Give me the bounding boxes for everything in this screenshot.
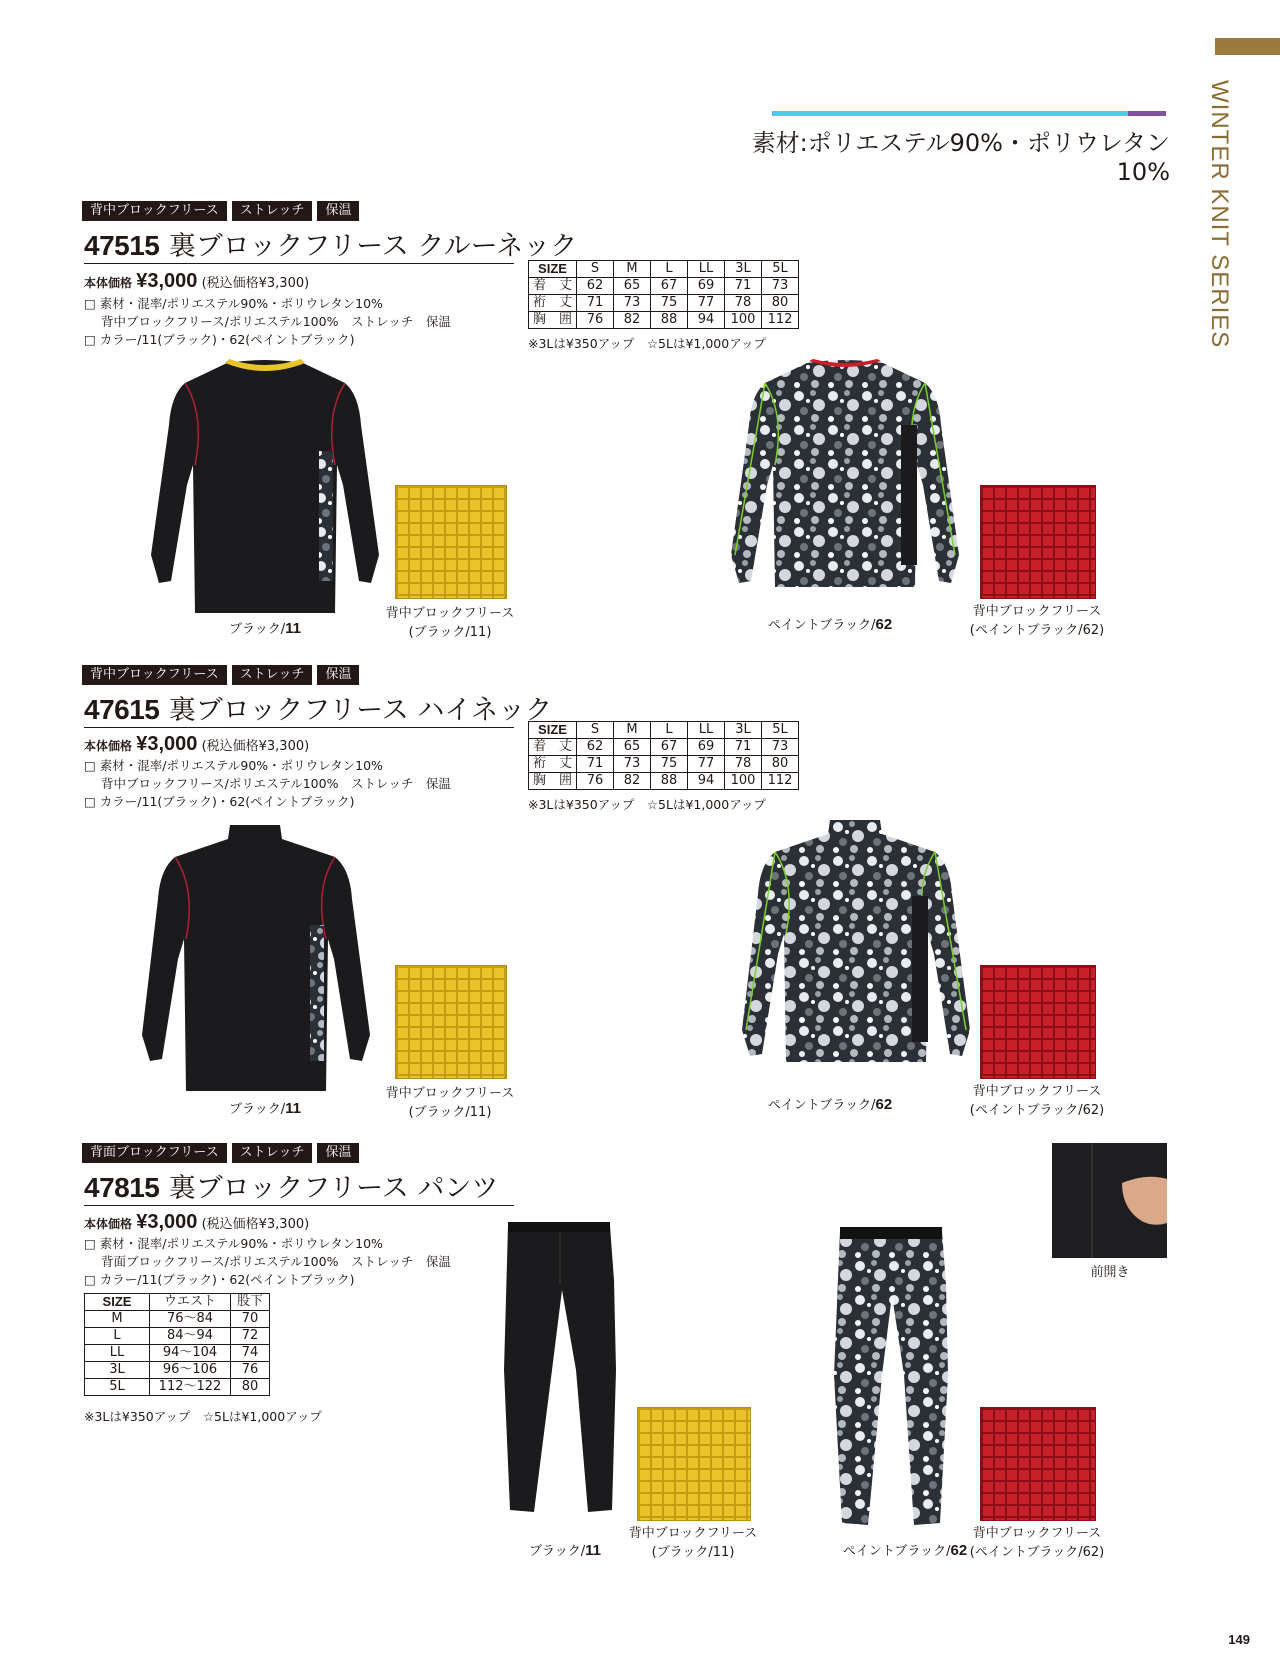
- price-tax: (税込価格¥3,300): [201, 739, 310, 754]
- size-table: [528, 260, 799, 329]
- spec-fleece: 背中ブロックフリース/ポリエステル100% ストレッチ 保温: [101, 314, 451, 329]
- pants-black-image: [490, 1220, 630, 1520]
- product-title: [84, 224, 578, 264]
- product-name: 裏ブロックフリース クルーネック: [168, 231, 578, 262]
- series-accent-bar: [1215, 38, 1280, 55]
- caption-paint: ペイントブラック/62: [767, 616, 893, 633]
- size-note: ※3Lは¥350アップ ☆5Lは¥1,000アップ: [84, 1409, 322, 1424]
- size-row: 胸 囲 76 82 88 94 100 112: [529, 312, 799, 329]
- price-label: 本体価格: [84, 1217, 133, 1231]
- size-note: ※3Lは¥350アップ ☆5Lは¥1,000アップ: [528, 797, 766, 812]
- caption-black: ブラック/11: [229, 620, 301, 637]
- tag-warm: 保温: [317, 1143, 359, 1163]
- size-row: 胸 囲 76 82 88 94 100 112: [529, 773, 799, 790]
- product-code: 47515: [84, 230, 160, 261]
- size-header-row: SIZE S M L LL 3L 5L: [529, 261, 799, 278]
- price-value: ¥3,000: [136, 1211, 198, 1233]
- caption-swatch-yellow: 背中ブロックフリース (ブラック/11): [628, 1526, 758, 1560]
- spec-material: □ 素材・混率/ポリエステル90%・ポリウレタン10%: [84, 758, 383, 773]
- caption-paint: ペイントブラック/62: [767, 1096, 893, 1113]
- caption-swatch-red: 背中ブロックフリース (ペイントブラック/62): [969, 1084, 1105, 1118]
- front-opening-detail-image: [1052, 1143, 1167, 1258]
- swatch-yellow-fleece: [395, 485, 507, 599]
- tag-warm: 保温: [317, 665, 359, 685]
- pants-paint-image: [820, 1225, 960, 1535]
- price-label: 本体価格: [84, 276, 133, 290]
- size-row: 着 丈 62 65 67 69 71 73: [529, 278, 799, 295]
- price-tax: (税込価格¥3,300): [201, 1217, 310, 1232]
- product-name: 裏ブロックフリース ハイネック: [168, 695, 553, 726]
- material-rule-purple: [1128, 111, 1166, 116]
- caption-black: ブラック/11: [529, 1542, 601, 1559]
- crewneck-black-image: [145, 355, 385, 617]
- price-tax: (税込価格¥3,300): [201, 276, 310, 291]
- tag-stretch: ストレッチ: [232, 1143, 313, 1163]
- swatch-red-fleece: [980, 1407, 1096, 1521]
- material-rule-blue: [772, 111, 1128, 116]
- price-line: [84, 733, 309, 756]
- size-header-row: SIZE S M L LL 3L 5L: [529, 722, 799, 739]
- caption-swatch-red: 背中ブロックフリース (ペイントブラック/62): [969, 604, 1105, 638]
- tag-fleece: 背面ブロックフリース: [82, 1143, 227, 1163]
- spec-material: □ 素材・混率/ポリエステル90%・ポリウレタン10%: [84, 296, 383, 311]
- caption-swatch-yellow: 背中ブロックフリース (ブラック/11): [385, 1086, 515, 1120]
- spec-fleece: 背面ブロックフリース/ポリエステル100% ストレッチ 保温: [101, 1254, 451, 1269]
- swatch-yellow-fleece: [395, 965, 507, 1079]
- spec-list: [84, 757, 451, 811]
- swatch-red-fleece: [980, 965, 1096, 1079]
- spec-color: □ カラー/11(ブラック)・62(ペイントブラック): [84, 1272, 355, 1287]
- price-value: ¥3,000: [136, 270, 198, 292]
- spec-list: [84, 295, 451, 349]
- size-note: ※3Lは¥350アップ ☆5Lは¥1,000アップ: [528, 336, 766, 351]
- swatch-red-fleece: [980, 485, 1096, 599]
- spec-fleece: 背中ブロックフリース/ポリエステル100% ストレッチ 保温: [101, 776, 451, 791]
- product-code: 47815: [84, 1172, 160, 1203]
- caption-front-opening: 前開き: [1090, 1265, 1130, 1280]
- tag-warm: 保温: [317, 201, 359, 221]
- spec-material: □ 素材・混率/ポリエステル90%・ポリウレタン10%: [84, 1236, 383, 1251]
- highneck-paint-image: [730, 820, 980, 1082]
- size-row: 3L 96〜106 76: [85, 1362, 270, 1379]
- price-line: [84, 1211, 309, 1234]
- tag-fleece: 背中ブロックフリース: [82, 201, 227, 221]
- product-tags: [82, 1143, 359, 1163]
- size-row: 裄 丈 71 73 75 77 78 80: [529, 295, 799, 312]
- series-title: WINTER KNIT SERIES: [1206, 80, 1233, 349]
- crewneck-paint-image: [725, 355, 965, 617]
- caption-paint: ペイントブラック/62: [842, 1542, 968, 1559]
- tag-stretch: ストレッチ: [232, 201, 313, 221]
- spec-list: [84, 1235, 451, 1289]
- size-header-row: SIZE ウエスト 股下: [85, 1294, 270, 1311]
- price-line: [84, 270, 309, 293]
- size-row: 裄 丈 71 73 75 77 78 80: [529, 756, 799, 773]
- size-table: [528, 721, 799, 790]
- product-tags: [82, 201, 359, 221]
- product-tags: [82, 665, 359, 685]
- product-name: 裏ブロックフリース パンツ: [168, 1173, 499, 1204]
- price-value: ¥3,000: [136, 733, 198, 755]
- page-number: 149: [1228, 1632, 1250, 1647]
- size-row: 着 丈 62 65 67 69 71 73: [529, 739, 799, 756]
- swatch-yellow-fleece: [637, 1407, 751, 1521]
- tag-fleece: 背中ブロックフリース: [82, 665, 227, 685]
- caption-swatch-yellow: 背中ブロックフリース (ブラック/11): [385, 606, 515, 640]
- size-row: L 84〜94 72: [85, 1328, 270, 1345]
- highneck-black-image: [130, 825, 380, 1093]
- material-summary: 素材:ポリエステル90%・ポリウレタン10%: [751, 129, 1170, 186]
- price-label: 本体価格: [84, 739, 133, 753]
- spec-color: □ カラー/11(ブラック)・62(ペイントブラック): [84, 794, 355, 809]
- caption-black: ブラック/11: [229, 1100, 301, 1117]
- product-code: 47615: [84, 694, 160, 725]
- size-table: [84, 1293, 270, 1396]
- spec-color: □ カラー/11(ブラック)・62(ペイントブラック): [84, 332, 355, 347]
- size-row: 5L 112〜122 80: [85, 1379, 270, 1396]
- product-title: [84, 1166, 514, 1206]
- caption-swatch-red: 背中ブロックフリース (ペイントブラック/62): [969, 1526, 1105, 1560]
- product-title: [84, 688, 553, 728]
- size-row: LL 94〜104 74: [85, 1345, 270, 1362]
- size-row: M 76〜84 70: [85, 1311, 270, 1328]
- tag-stretch: ストレッチ: [232, 665, 313, 685]
